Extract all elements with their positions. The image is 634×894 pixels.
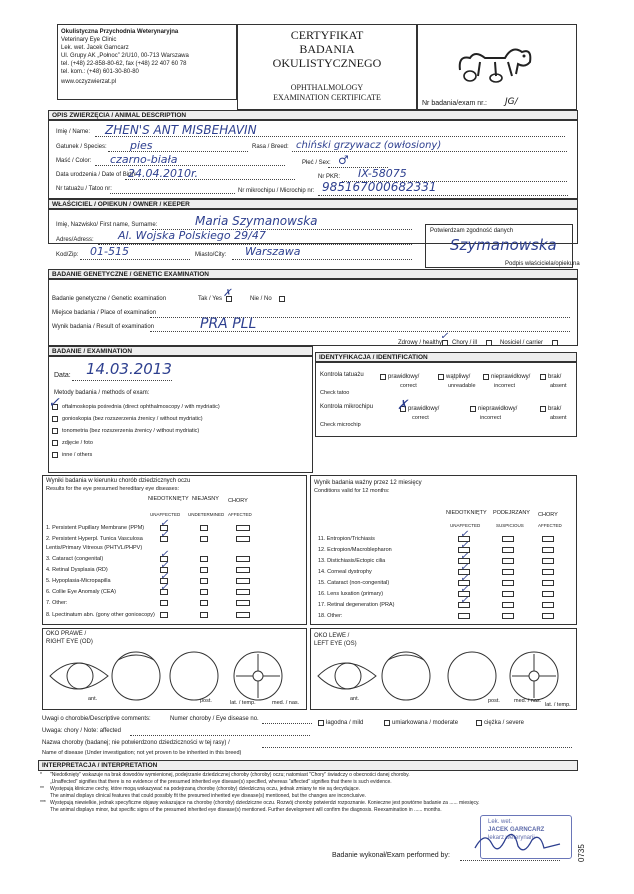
interpretation-note-2: „Unaffected” signifies that there is no evidence of the presumed inherited eye disease(s) specified, whereas “affected” signifies that there is such evidence. <box>50 779 392 785</box>
tattoo-incorrect-checkbox[interactable] <box>483 374 489 380</box>
hereditary-row-checkbox[interactable] <box>200 536 208 542</box>
hereditary-row-checkbox[interactable] <box>236 556 250 562</box>
cert-title-3: OKULISTYCZNEGO <box>272 56 382 70</box>
breed-line <box>292 151 567 152</box>
hereditary-check-icon: ✓ <box>160 518 169 529</box>
tattoo-line <box>110 193 235 194</box>
stamp-line-2: JACEK GARNCARZ <box>488 827 545 833</box>
performed-by-label: Badanie wykonał/Exam performed by: <box>332 852 450 859</box>
annual-row-checkbox[interactable] <box>542 602 554 608</box>
annual-row-checkbox[interactable] <box>542 613 554 619</box>
owner-name-value: Maria Szymanowska <box>195 214 318 228</box>
genetic-yes-check-icon: ✗ <box>223 288 232 299</box>
chip-absent-checkbox[interactable] <box>540 406 546 412</box>
species-label: Gatunek / Species: <box>56 144 107 150</box>
exam-date-line <box>72 380 172 381</box>
tattoo-label: Nr tatuażu / Tatoo nr: <box>56 186 112 192</box>
right-eye-diagram-icon <box>46 648 302 706</box>
tattoo-absent-checkbox[interactable] <box>540 374 546 380</box>
clinic-address: Ul. Grupy AK „Połnoc” 2/U10, 00-713 Warszawa <box>61 53 189 59</box>
annual-row-checkbox[interactable] <box>502 547 514 553</box>
annual-row-label: 18. Other: <box>318 613 343 619</box>
cert-title-2: BADANIA <box>299 42 355 56</box>
owner-signature-label: Podpis właściciela/opiekuna <box>505 261 580 267</box>
left-eye-post: post. <box>488 698 500 704</box>
hereditary-col3: CHORY <box>228 498 248 504</box>
sex-value: ♂ <box>338 153 349 167</box>
genetic-exam-label: Badanie genetyczne / Genetic examination <box>52 296 167 302</box>
annual-row-checkbox[interactable] <box>458 613 470 619</box>
chip-value: 985167000682331 <box>322 180 437 194</box>
method4-label: zdjęcie / foto <box>62 440 93 446</box>
annual-row-checkbox[interactable] <box>542 580 554 586</box>
chip-correct-check-icon: ✗ <box>397 397 408 412</box>
hereditary-row-checkbox[interactable] <box>200 589 208 595</box>
pkr-value: IX-58075 <box>358 167 407 180</box>
hereditary-row-checkbox[interactable] <box>160 600 168 606</box>
tattoo-correct-label: prawidłowy/ <box>388 374 420 380</box>
hereditary-check-icon: ✓ <box>160 560 169 571</box>
right-eye-ant: ant. <box>88 696 98 702</box>
interpretation-note-4: The animal displays clinical features that could possibly fit the presumed inherited eye disease(s) mentioned, but the changes are inconclusive. <box>50 793 367 799</box>
tattoo-absent-label: brak/ <box>548 374 562 380</box>
breed-label: Rasa / Breed: <box>252 144 289 150</box>
chip-line <box>318 195 568 196</box>
exam-date-value: 14.03.2013 <box>86 360 172 378</box>
annual-row-checkbox[interactable] <box>502 569 514 575</box>
chip-correct-en: correct <box>412 415 429 421</box>
annual-row-checkbox[interactable] <box>502 558 514 564</box>
hereditary-row-checkbox[interactable] <box>236 612 250 618</box>
annual-row-label: 17. Retinal degeneration (PRA) <box>318 602 395 608</box>
city-label: Miasto/City: <box>195 252 227 258</box>
interpretation-star-3: *** <box>40 800 46 806</box>
clinic-name-en: Veterinary Eye Clinic <box>61 37 117 43</box>
hereditary-row-label: 3. Cataract (congenital) <box>46 556 104 562</box>
hereditary-row-checkbox[interactable] <box>236 578 250 584</box>
method3-checkbox[interactable] <box>52 428 58 434</box>
left-eye-lat: lat. / temp. <box>545 702 571 708</box>
clinic-doctor: Lek. wet. Jacek Garncarz <box>61 45 129 51</box>
color-label: Maść / Color: <box>56 158 92 164</box>
postcode-value: 01-515 <box>90 245 129 258</box>
annual-check-icon: ✓ <box>460 595 469 606</box>
annual-col3: CHORY <box>538 512 558 518</box>
remarks-affected-label: Uwaga: chory / Note: affected <box>42 728 121 734</box>
clinic-name: Okulistyczna Przychodnia Weterynaryjna <box>61 29 179 35</box>
method4-checkbox[interactable] <box>52 440 58 446</box>
tattoo-check-label: Kontrola tatuażu <box>320 372 364 378</box>
color-value: czarno-biała <box>110 153 178 166</box>
interpretation-star-2: ** <box>40 786 44 792</box>
left-eye-med: med. / nas. <box>514 698 542 704</box>
owner-section-header: WŁAŚCICIEL / OPIEKUN / OWNER / KEEPER <box>48 199 578 210</box>
exam-date-label: Data: <box>54 372 71 379</box>
mild-label: łagodna / mild <box>326 720 364 726</box>
tattoo-doubtful-checkbox[interactable] <box>438 374 444 380</box>
tattoo-absent-en: absent <box>550 383 567 389</box>
genetic-healthy-check-icon: ✓ <box>440 331 449 342</box>
annual-row-checkbox[interactable] <box>502 580 514 586</box>
hereditary-row-checkbox[interactable] <box>236 525 250 531</box>
genetic-carrier-label: Nosiciel / carrier <box>500 340 544 346</box>
hereditary-col2-en: UNDETERMINED <box>188 512 225 517</box>
tattoo-incorrect-label: nieprawidłowy/ <box>491 374 531 380</box>
annual-check-icon: ✓ <box>460 529 469 540</box>
hereditary-row-checkbox[interactable] <box>236 589 250 595</box>
annual-row-label: 15. Cataract (non-congenital) <box>318 580 390 586</box>
interpretation-note-6: The animal displays minor, but specific signs of the presumed inherited eye disease(s) mentioned. Further development will confirm the diagnosis. Reexamination in ...... months. <box>50 807 442 813</box>
annual-row-checkbox[interactable] <box>502 536 514 542</box>
method1-check-icon: ✓ <box>48 394 60 410</box>
annual-row-checkbox[interactable] <box>502 613 514 619</box>
annual-row-checkbox[interactable] <box>542 558 554 564</box>
tattoo-correct-checkbox[interactable] <box>380 374 386 380</box>
annual-row-label: 16. Lens luxation (primary) <box>318 591 384 597</box>
severe-checkbox[interactable] <box>476 720 482 726</box>
chip-absent-en: absent <box>550 415 567 421</box>
address-value: Al. Wojska Polskiego 29/47 <box>118 229 266 242</box>
annual-row-label: 12. Ectropion/Macroblepharon <box>318 547 392 553</box>
hereditary-row-label: 5. Hypoplasia-Micropapilla <box>46 578 111 584</box>
stamp-line-3: lekarz weterynarii <box>488 835 535 841</box>
disease-no-label: Numer choroby / Eye disease no. <box>170 716 259 722</box>
hereditary-row-checkbox[interactable] <box>200 556 208 562</box>
performed-by-line <box>460 860 560 861</box>
breed-value: chiński grzywacz (owłosiony) <box>296 140 442 151</box>
clinic-mobile: tel. kom.: (+48) 601-30-80-80 <box>61 69 139 75</box>
exam-number-label: Nr badania/exam nr.: <box>422 100 487 107</box>
chip-absent-label: brak/ <box>548 406 562 412</box>
genetic-place-label: Miejsce badania / Place of examination <box>52 310 157 316</box>
annual-col3-en: AFFECTED <box>538 523 562 528</box>
tattoo-incorrect-en: incorrect <box>494 383 516 389</box>
hereditary-row-checkbox[interactable] <box>200 612 208 618</box>
left-eye-label-en: LEFT EYE (OS) <box>314 641 357 647</box>
hereditary-row-checkbox[interactable] <box>236 600 250 606</box>
hereditary-check-icon: ✓ <box>160 571 169 582</box>
right-eye-med: med. / nas. <box>272 700 300 706</box>
hereditary-row-label: 7. Other: <box>46 600 68 606</box>
tattoo-doubtful-en: unreadable <box>448 383 476 389</box>
tattoo-correct-en: correct <box>400 383 417 389</box>
interpretation-note-3: Występują kliniczne cechy, które mogą wskazywać na podejrzaną chorobę (choroby) dziedziczną oczu, jednak zmiany te nie są decydujące. <box>50 786 361 792</box>
annual-row-label: 14. Corneal dystrophy <box>318 569 372 575</box>
annual-row-checkbox[interactable] <box>542 547 554 553</box>
method5-label: inne / others <box>62 452 93 458</box>
annual-row-checkbox[interactable] <box>502 591 514 597</box>
exam-section-header: BADANIE / EXAMINATION <box>48 346 313 357</box>
animal-name-label: Imię / Name: <box>56 129 91 135</box>
hereditary-check-icon: ✓ <box>160 529 169 540</box>
hereditary-header: Wyniki badania w kierunku chorób dziedzicznych oczu <box>46 478 191 484</box>
dob-label: Data urodzenia / Date of Birth: <box>56 172 137 178</box>
method5-checkbox[interactable] <box>52 452 58 458</box>
animal-name-value: ZHEN'S ANT MISBEHAVIN <box>105 123 257 137</box>
exam-number-value: JG/ <box>505 97 518 107</box>
annual-row-checkbox[interactable] <box>542 569 554 575</box>
method2-checkbox[interactable] <box>52 416 58 422</box>
cert-title-1: CERTYFIKAT <box>290 28 364 42</box>
method2-label: gonioskopia (bez rozszerzenia źrenicy / without mydriatic) <box>62 416 203 422</box>
chip-incorrect-en: incorrect <box>480 415 502 421</box>
hereditary-row-checkbox[interactable] <box>200 578 208 584</box>
hereditary-row-label: 2. Persistent Hyperpl. Tunica Vasculosa <box>46 536 143 542</box>
stamp-line-1: Lek. wet. <box>488 819 513 825</box>
right-eye-lat: lat. / temp. <box>230 700 256 706</box>
pkr-label: Nr PKR: <box>318 174 341 180</box>
cert-title-en-2: EXAMINATION CERTIFICATE <box>273 93 381 102</box>
hereditary-row-label: 1. Persistent Pupillary Membrane (PPM) <box>46 525 145 531</box>
genetic-no-label: Nie / No <box>250 296 272 302</box>
city-value: Warszawa <box>245 245 301 258</box>
hereditary-col1-en: UNAFFECTED <box>150 512 181 517</box>
species-value: pies <box>130 139 153 152</box>
left-eye-ant: ant. <box>350 696 360 702</box>
clinic-phone: tel. (+48) 22-858-80-62, fax (+48) 22 407 60 78 <box>61 61 187 67</box>
hereditary-header-en: Results for the eye presumed hereditary eye diseases: <box>46 486 179 492</box>
disease-name-en: Name of disease (Under investigation; not yet proven to be inherited in this breed) <box>42 750 242 756</box>
hereditary-col1: NIEDOTKNIĘTY <box>148 496 189 502</box>
tattoo-doubtful-label: wątpliwy/ <box>446 374 471 380</box>
hereditary-check-icon: ✓ <box>160 549 169 560</box>
disease-name-line <box>262 747 572 748</box>
hereditary-row-checkbox[interactable] <box>200 600 208 606</box>
sex-label: Płeć / Sex: <box>302 160 331 166</box>
chip-correct-label: prawidłowy/ <box>408 406 440 412</box>
annual-check-icon: ✓ <box>460 573 469 584</box>
right-eye-post: post. <box>200 698 212 704</box>
tattoo-check-en: Check tatoo <box>320 390 350 396</box>
owner-confirm-label: Potwierdzam zgodność danych <box>430 228 514 234</box>
hereditary-row-label: Lentis/Primary Vitreous (PHTVL/PHPV) <box>46 545 143 551</box>
hereditary-row-label: 4. Retinal Dysplasia (RD) <box>46 567 108 573</box>
hereditary-row-checkbox[interactable] <box>200 525 208 531</box>
annual-check-icon: ✓ <box>460 540 469 551</box>
chip-check-label: Kontrola mikrochipu <box>320 404 374 410</box>
moderate-checkbox[interactable] <box>384 720 390 726</box>
annual-col2-en: SUSPICIOUS <box>496 523 524 528</box>
annual-row-label: 11. Entropion/Trichiasis <box>318 536 375 542</box>
chip-incorrect-checkbox[interactable] <box>470 406 476 412</box>
postcode-label: Kod/Zip: <box>56 252 79 258</box>
annual-col1-en: UNAFFECTED <box>450 523 481 528</box>
dob-value: 24.04.2010r. <box>128 167 198 180</box>
chip-incorrect-label: nieprawidłowy/ <box>478 406 518 412</box>
hereditary-check-icon: ✓ <box>160 582 169 593</box>
cert-title-en-1: OPHTHALMOLOGY <box>290 83 364 92</box>
interpretation-star-1: * <box>40 772 42 778</box>
hereditary-row-checkbox[interactable] <box>160 612 168 618</box>
left-eye-label: OKO LEWE / <box>314 633 350 639</box>
annual-header: Wynik badania ważny przez 12 miesięcy <box>314 480 422 486</box>
annual-check-icon: ✓ <box>460 562 469 573</box>
genetic-carrier-checkbox[interactable] <box>552 340 558 346</box>
owner-signature: Szymanowska <box>450 236 557 254</box>
hereditary-col3-en: AFFECTED <box>228 512 252 517</box>
genetic-no-checkbox[interactable] <box>279 296 285 302</box>
annual-col1: NIEDOTKNIĘTY <box>446 510 487 516</box>
interpretation-note-1: "Niedotknięty" wskazuje na brak dowodów wymienionej, podejrzanie dziedzicznej choroby (choroby) oczu; natomiast "Chory" świadczy o obecności danej choroby. <box>50 772 410 778</box>
address-label: Adres/Adress: <box>56 237 94 243</box>
city-line <box>232 259 412 260</box>
clinic-website: www.oczyzwierzat.pl <box>61 79 117 85</box>
remarks-line <box>130 735 310 736</box>
annual-check-icon: ✓ <box>460 551 469 562</box>
disease-no-line <box>262 723 312 724</box>
annual-row-checkbox[interactable] <box>542 591 554 597</box>
right-eye-label: OKO PRAWE / <box>46 631 87 637</box>
genetic-healthy-label: Zdrowy / healthy <box>398 340 443 346</box>
identification-header: IDENTYFIKACJA / IDENTIFICATION <box>315 352 577 363</box>
comments-label: Uwagi o chorobie/Descriptive comments: <box>42 716 151 722</box>
annual-row-checkbox[interactable] <box>542 536 554 542</box>
annual-col2: PODEJRZANY <box>493 510 530 516</box>
owner-name-label: Imię, Nazwisko/ First name, Surname: <box>56 222 158 228</box>
methods-label: Metody badania / methods of exam: <box>54 390 150 396</box>
moderate-label: umiarkowana / moderate <box>392 720 459 726</box>
genetic-yes-label: Tak / Yes <box>198 296 223 302</box>
genetic-result-label: Wynik badania / Result of examination <box>52 324 154 330</box>
annual-header-en: Conditions valid for 12 months: <box>314 488 390 494</box>
annual-row-checkbox[interactable] <box>502 602 514 608</box>
mild-checkbox[interactable] <box>318 720 324 726</box>
genetic-affected-label: Chory / ill <box>452 340 478 346</box>
annual-row-label: 13. Distichiasis/Ectopic cilia <box>318 558 386 564</box>
hereditary-col2: NIEJASNY <box>192 496 219 502</box>
interpretation-note-5: Występują niewielkie, jednak specyficzne objawy wskazujące na chorobę (choroby) dziedziczne oczu. Rozwój choroby potwierdzi rozpoznanie. Konieczne jest powtórne badanie za ...... miesięcy. <box>50 800 480 806</box>
species-line <box>108 151 248 152</box>
chip-label: Nr mikrochipu / Microchip nr: <box>238 188 315 194</box>
disease-name-label: Nazwa choroby (badanej; nie potwierdzono dziedziczności w tej rasy) / <box>42 740 230 746</box>
interpretation-header: INTERPRETACJA / INTERPRETATION <box>38 760 578 771</box>
severe-label: ciężka / severe <box>484 720 525 726</box>
hereditary-row-label: 6. Collie Eye Anomaly (CEA) <box>46 589 116 595</box>
chip-check-en: Check microchip <box>320 422 361 428</box>
vet-signature-icon <box>470 826 565 860</box>
genetic-result-value: PRA PLL <box>200 316 257 332</box>
right-eye-label-en: RIGHT EYE (OD) <box>46 639 93 645</box>
hereditary-row-label: 8. Lpectinatum abn. (gony other gonioscopy) <box>46 612 155 618</box>
method3-label: tonometria (bez rozszerzenia źrenicy / without mydriatic) <box>62 428 200 434</box>
hereditary-row-checkbox[interactable] <box>236 536 250 542</box>
method1-label: oftalmoskopia pośrednia (direct ophthalmoscopy / with mydriatic) <box>62 404 220 410</box>
postcode-line <box>80 259 190 260</box>
animal-section-header: OPIS ZWIERZĘCIA / ANIMAL DESCRIPTION <box>48 110 578 121</box>
hereditary-row-checkbox[interactable] <box>200 567 208 573</box>
hereditary-row-checkbox[interactable] <box>236 567 250 573</box>
annual-check-icon: ✓ <box>460 584 469 595</box>
dog-logo-icon <box>450 40 540 85</box>
genetic-affected-checkbox[interactable] <box>486 340 492 346</box>
side-number: 0735 <box>577 844 586 862</box>
genetic-section-header: BADANIE GENETYCZNE / GENETIC EXAMINATION <box>48 269 578 280</box>
